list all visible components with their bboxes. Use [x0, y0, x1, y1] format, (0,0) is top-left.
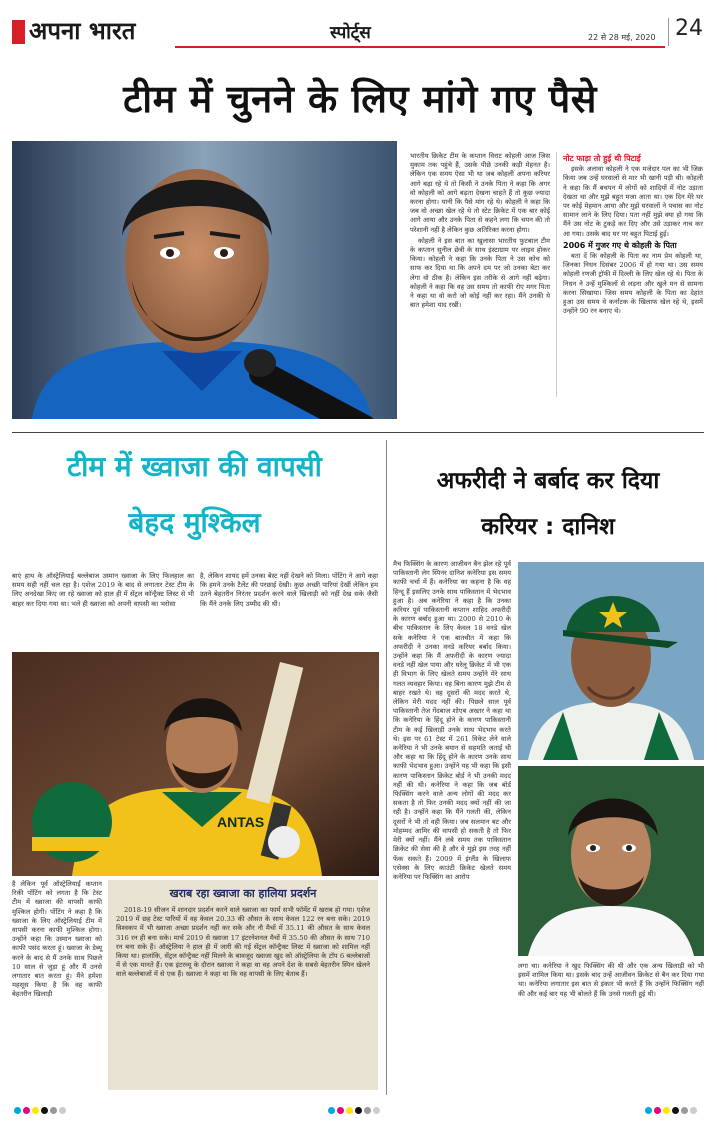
page-number: 24 [675, 16, 703, 41]
story3-headline-line2: करियर : दानिश [481, 514, 615, 540]
khawaja-photo-graphic [12, 652, 379, 876]
story3-col2-text: लगा था। कनेरिया ने खुद फिक्सिंग की थी और एक अन्य खिलाड़ी को भी इसमें शामिल किया था। इसके बाद उन्हें आजीवन क्रिकेट से बैन कर दिया गया था। कनेरिया लगातार इस बात से इंकार भी करते हैं कि उन्होंने फिक्सिंग नहीं की और कई बार यह भी बोलते हैं कि उनसे गलती हुई थी। [518, 962, 704, 998]
cyan-dot [14, 1107, 21, 1114]
black-dot [672, 1107, 679, 1114]
story1-col1-paragraph-2: कोहली ने इस बात का खुलासा भारतीय फुटबाल टीम के कप्तान सुनील छेत्री के साथ इंस्टाग्राम पर लाइव होकर किया। कोहली ने कहा कि उनके पिता ने उस कोच को साफ कर दिया था कि अपने दम पर जो उनका बेटा कर लेगा वो ठीक है। लेकिन इस तरीके से आगे नहीं बढ़ेगा। कोहली ने कहा कि वह उस समय तो काफी रोए मगर पिता ने कहा था वो करो जो कोई नहीं कर रहा। मैंने उनकी ये बात हमेशा याद रखी। [410, 236, 550, 310]
kaneria-photo-graphic [518, 562, 704, 760]
section-divider [12, 432, 704, 433]
story2-intro-right-text: है, लेकिन शायद हमें उनका बेस्ट नहीं देखने को मिला। पोंटिंग ने आगे कहा कि हमने उनके टैलेंट की परछाई देखी। कुछ अच्छी पारियां देखीं लेकिन हम उतने बेहतरीन निरंतर प्रदर्शन करने वाले खिलाड़ी को नहीं देख सके जैसी कि मैंने उनके लिए उम्मीद की थी। [200, 572, 378, 608]
story2-box-title: खराब रहा ख्वाजा का हालिया प्रदर्शन [169, 887, 317, 900]
story3-headline-line1: अफरीदी ने बर्बाद कर दिया [436, 468, 660, 494]
masthead-rule [175, 46, 665, 48]
story1-column-divider [556, 152, 557, 397]
kohli-photo-graphic [12, 141, 397, 419]
gray-dot [364, 1107, 371, 1114]
story2-box-text: 2018-19 सीजन में शानदार प्रदर्शन करने वाले ख्वाजा का फार्म सभी फॉर्मेट में खराब हो गया। एशेज 2019 में छह टेस्ट पारियों में वह केवल 20.33 की औसत के साथ केवल 122 रन बना सके। 2019 विश्वकप में भी ख्वाजा अच्छा प्रदर्शन नहीं कर सके और नौ मैचों में 35.11 की औसत के साथ केवल 316 रन ही बना सके। मार्च 2019 से ख्वाजा 17 इंटरनेशनल मैचों में 35.50 की औसत के साथ 710 रन बना सके हैं। ऑस्ट्रेलिया ने हाल ही में जारी की गई सेंट्रल कॉन्ट्रैक्ट लिस्ट में ख्वाजा को शामिल नहीं किया था। हालांकि, सेंट्रल कॉन्ट्रैक्ट नहीं मिलने के बावजूद ख्वाजा खुद को ऑस्ट्रेलिया के टॉप 6 बल्लेबाजों में से एक मानते हैं। एक इंटरव्यू के दौरान ख्वाजा ने कहा था वह अपने देश के सबसे बेहतरीन स्पिन खेलने वाले बल्लेबाजों में से एक हैं। ख्वाजा ने कहा था कि वह वापसी के लिए बेताब हैं। [116, 906, 370, 979]
magenta-dot [654, 1107, 661, 1114]
cyan-dot [328, 1107, 335, 1114]
masthead [0, 0, 717, 50]
light-gray-dot [373, 1107, 380, 1114]
story2-intro-left-text: बाएं हाथ के ऑस्ट्रेलियाई बल्लेबाज उस्मान ख्वाजा के लिए फिलहाल का समय सही नहीं चल रहा है। एशेज 2019 के बाद से लगातार टेस्ट टीम के लिए अनदेखा किए जा रहे ख्वाजा को हाल ही में सेंट्रल कॉन्ट्रैक्ट लिस्ट से भी बाहर कर दिया गया था। भले ही ख्वाजा को अपनी वापसी का भरोसा [12, 572, 194, 608]
masthead-red-block [12, 20, 25, 44]
footer-registration-dots-center [328, 1107, 380, 1114]
kohli-photo [12, 141, 397, 419]
story2-side-text: है लेकिन पूर्व ऑस्ट्रेलियाई कप्तान रिकी पोंटिंग को लगता है कि टेस्ट टीम में ख्वाजा की वापसी काफी मुश्किल होगी। पोंटिंग ने कहा है कि ख्वाजा के लिए ऑस्ट्रेलियाई टीम में वापसी करना काफी मुश्किल होगा। उन्होंने कहा कि उस्मान ख्वाजा को काफी पसंद करता हूं। ख्वाजा के डेब्यू करने के बाद से मैं उनके साथ पिछले 10 साल से जुड़ा हूं और मैं उनसे लगातार बात करता हूं। मैंने हमेशा महसूस किया है कि वह काफी बेहतरीन खिलाड़ी [12, 880, 102, 999]
story-column-divider [386, 440, 387, 1095]
story1-subhead-1: नोट फाड़ा तो हुई थी पिटाई [563, 154, 641, 163]
yellow-dot [32, 1107, 39, 1114]
black-dot [41, 1107, 48, 1114]
story2-intro-right [200, 572, 378, 611]
story1-col1-paragraph-1: भारतीय क्रिकेट टीम के कप्तान विराट कोहली आज जिस मुकाम तक पहुंचे हैं, उसके पीछे उनकी कड़ी मेहनत है। लेकिन एक समय ऐसा भी था जब कोहली अपना करियर आगे बढ़ा रहे थे तो किसी ने उनके पिता ने कहा कि अगर वो कोहली को आगे बढ़ता देखना चाहते हैं तो कुछ ज्यादा करना होगा। यानी कि पैसे मांग रहे थे। कोहली ने कहा कि जब वो अच्छा खेल रहे थे तो स्टेट क्रिकेट में एक बार कोई आगे आया और उनके पिता से कहने लगा कि चयन की तो परेशानी नहीं है लेकिन कुछ अतिरिक्त करना होगा। [410, 152, 550, 234]
story1-subhead-2: 2006 में गुजर गए थे कोहली के पिता [563, 240, 677, 250]
gray-dot [681, 1107, 688, 1114]
light-gray-dot [59, 1107, 66, 1114]
kaneria-photo [518, 562, 704, 760]
cyan-dot [645, 1107, 652, 1114]
yellow-dot [663, 1107, 670, 1114]
story2-headline-line2: बेहद मुश्किल [128, 506, 261, 539]
story2-side-column [12, 880, 102, 1002]
black-dot [355, 1107, 362, 1114]
afridi-photo [518, 766, 704, 956]
story2-sidebar-box [108, 880, 378, 1090]
footer-registration-dots-right [645, 1107, 697, 1114]
paper-name: अपना भारत [29, 16, 136, 45]
story1-col2-paragraph-2: बता दें कि कोहली के पिता का नाम प्रेम कोहली था, जिनका निधन दिसंबर 2006 में हो गया था। उस समय कोहली रणजी ट्रॉफी में दिल्ली के लिए खेल रहे थे। पिता के निधन ने उन्हें मुश्किलों से लड़ना और खुले मन से सामना करना सिखाया। जिस समय कोहली के पिता का देहांत हुआ उस समय वे कर्नाटक के खिलाफ खेल रहे थे, इसमें उन्होंने 90 रन बनाए थे। [563, 252, 703, 316]
issue-date: 22 से 28 मई, 2020 [588, 33, 656, 42]
page-number-divider [668, 18, 669, 46]
khawaja-photo [12, 652, 379, 876]
story1-column-1 [410, 152, 550, 312]
magenta-dot [337, 1107, 344, 1114]
story2-intro-left [12, 572, 194, 611]
story1-col2-paragraph-1: इसके अलावा कोहली ने एक मजेदार पल का भी जिक्र किया जब उन्हें घरवालों से मार भी खानी पड़ी थी। कोहली ने कहा कि मैं बचपन में लोगों को शादियों में नोट उड़ाता देखता था और मुझे बहुत मजा आता था। एक दिन मेरे घर पर कोई मेहमान आया और मुझे घरवालों ने पचास का नोट सामान लाने के लिए दिया। पता नहीं मुझे क्या हो गया कि मैंने उस नोट के टुकड़े कर दिए और उसे उड़ाकर नाच कर आ गया। उसके बाद घर पर बहुत पिटाई हुई। [563, 165, 703, 238]
light-gray-dot [690, 1107, 697, 1114]
story3-column-2 [518, 962, 704, 1001]
story1-column-2 [563, 152, 703, 318]
yellow-dot [346, 1107, 353, 1114]
story1-headline: टीम में चुनने के लिए मांगे गए पैसे [123, 77, 597, 121]
jersey-sponsor-text: ANTAS [217, 814, 265, 830]
story3-column-1 [393, 560, 511, 884]
gray-dot [50, 1107, 57, 1114]
magenta-dot [23, 1107, 30, 1114]
footer-registration-dots-left [14, 1107, 66, 1114]
afridi-photo-graphic [518, 766, 704, 956]
story2-headline-line1: टीम में ख्वाजा की वापसी [67, 450, 322, 483]
section-label: स्पोर्ट्स [330, 23, 371, 43]
story3-col1-text: मैच फिक्सिंग के कारण आजीवन बैन झेल रहे पूर्व पाकिस्तानी लेग स्पिनर दानिश कनेरिया इस समय काफी चर्चा में हैं। कनेरिया का कहना है कि वह हिन्दू हैं इसलिए उनके साथ पाकिस्तान में भेदभाव हुआ है। अब कनेरिया ने कहा है कि उनका करियर पूर्व पाकिस्तानी कप्तान शाहिद अफरीदी के कारण बर्बाद हुआ था। 2000 से 2010 के बीच पाकिस्तान के लिए केवल 18 वनडे खेल सके कनेरिया ने एक बातचीत में कहा कि अफरीदी ने उनका वनडे करियर बर्बाद किया। उन्होंने कहा कि मैं अफरीदी के कारण ज्यादा वनडे नहीं खेल पाया और घरेलू क्रिकेट में भी एक ही विभाग के लिए खेलते समय उन्होंने मेरे साथ गलत व्यवहार किया। वह बिना कारण मुझे टीम से बाहर रखते थे। वह दूसरों की मदद करते थे, लेकिन मेरी मदद नहीं की। पिछले साल पूर्व पाकिस्तानी तेज गेंदबाज शोएब अख्तर ने कहा था कि कनेरिया के हिंदू होने के कारण पाकिस्तानी टीम के कई खिलाड़ी उनके साथ भेदभाव करते थे। इस पर 61 टेस्ट में 261 विकेट लेने वाले कनेरिया ने भी उनके बयान से सहमति जताई थी और कहा था कि हिंदू होने के कारण उनके साथ काफी भेदभाव हुआ। उन्होंने यह भी कहा कि इसी कारण पाकिस्तान क्रिकेट बोर्ड ने भी उनकी मदद नहीं की थी। कनेरिया ने कहा कि जब बोर्ड फिक्सिंग करने वाले अन्य लोगों की मदद कर सकता है तो फिर उनकी मदद क्यों नहीं की जा रही है। उन्होंने कहा कि मैंने गलती की, लेकिन दूसरों ने भी तो वही किया। जब सलमान बट और मोहम्मद आमिर की वापसी हो सकती है तो फिर मेरी क्यों नहीं। मैंने लंबे समय तक पाकिस्तान क्रिकेट की सेवा की है और वे मुझे इस तरह नहीं फेंक सकते हैं। 2009 में इंग्लैंड के खिलाफ एसेक्स के लिए काउंटी क्रिकेट खेलते समय कनेरिया पर फिक्सिंग का आरोप [393, 560, 511, 881]
